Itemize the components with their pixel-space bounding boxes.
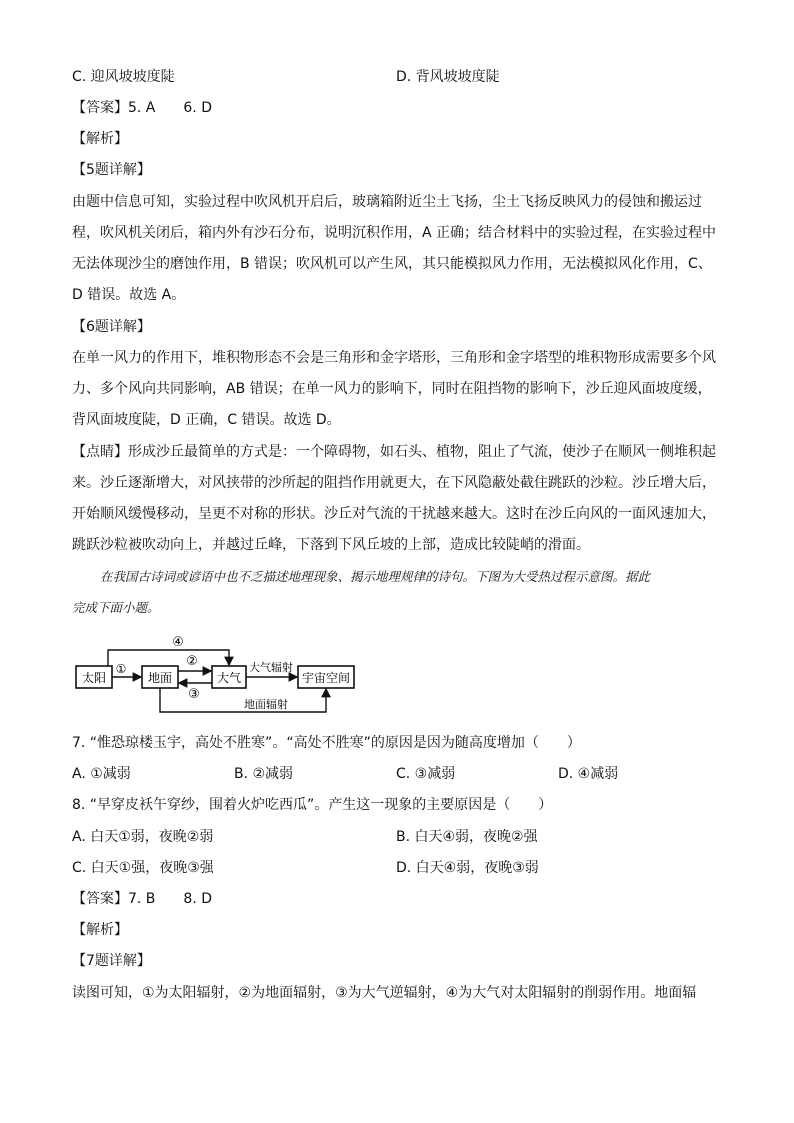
q5-text-line: D 错误。故选 A。 bbox=[72, 287, 186, 303]
analysis-label: 【解析】 bbox=[72, 131, 128, 147]
q7-text-line: 读图可知，①为太阳辐射，②为地面辐射，③为大气逆辐射，④为大气对太阳辐射的削弱作用。地面辐 bbox=[72, 985, 697, 1001]
arrow-ground-radiation bbox=[160, 688, 326, 712]
q8-option-b: B. 白天④弱，夜晚②强 bbox=[396, 829, 538, 845]
q8-option-d: D. 白天④弱，夜晚③弱 bbox=[396, 860, 539, 876]
label-4: ④ bbox=[172, 635, 184, 650]
q7-option-a: A. ①减弱 bbox=[72, 766, 131, 782]
atmosphere-radiation-label: 大气辐射 bbox=[249, 661, 293, 674]
q6-text-line: 力、多个风向共同影响，AB 错误；在单一风力的影响下，同时在阻挡物的影响下，沙丘迎风面坡度缓， bbox=[72, 381, 712, 397]
q8-option-a: A. 白天①弱，夜晚②弱 bbox=[72, 829, 214, 845]
q7-heading: 【7题详解】 bbox=[72, 953, 151, 969]
ground-label: 地面 bbox=[147, 671, 173, 685]
answer-label-2: 【答案】7. B 8. D bbox=[72, 891, 212, 907]
tip-text-line: 来。沙丘逐渐增大，对风挟带的沙所起的阻挡作用就更大，在下风隐蔽处截住跳跃的沙粒。沙丘增大后， bbox=[72, 475, 716, 491]
tip-text-line: 开始顺风缓慢移动，呈更不对称的形状。沙丘对气流的干扰越来越大。这时在沙丘向风的一面风速加大， bbox=[72, 506, 716, 522]
q7-stem: 7. “惟恐琼楼玉宇，高处不胜寒”。“高处不胜寒”的原因是因为随高度增加（ ） bbox=[72, 735, 581, 751]
ground-radiation-label: 地面辐射 bbox=[244, 698, 288, 711]
q7-option-c: C. ③减弱 bbox=[396, 766, 456, 782]
option-d: D. 背风坡坡度陡 bbox=[396, 69, 500, 85]
q6-text-line: 在单一风力的作用下，堆积物形态不会是三角形和金字塔形，三角形和金字塔型的堆积物形成需要多个风 bbox=[72, 350, 716, 366]
label-3: ③ bbox=[188, 687, 200, 702]
intro-text-line: 完成下面小题。 bbox=[72, 600, 160, 615]
answer-label: 【答案】5. A 6. D bbox=[72, 100, 212, 116]
space-label: 宇宙空间 bbox=[301, 671, 351, 685]
q8-option-c: C. 白天①强，夜晚③强 bbox=[72, 860, 214, 876]
intro-text-line: 在我国古诗词或谚语中也不乏描述地理现象、揭示地理规律的诗句。下图为大受热过程示意图。据此 bbox=[100, 569, 651, 584]
q7-option-b: B. ②减弱 bbox=[234, 766, 294, 782]
heating-process-diagram bbox=[70, 628, 370, 720]
atmosphere-label: 大气 bbox=[216, 671, 242, 685]
q7-option-d: D. ④减弱 bbox=[558, 766, 619, 782]
analysis-label-2: 【解析】 bbox=[72, 922, 128, 938]
label-2: ② bbox=[186, 654, 198, 669]
option-c: C. 迎风坡坡度陡 bbox=[72, 69, 175, 85]
q5-text-line: 无法体现沙尘的磨蚀作用，B 错误；吹风机可以产生风，其只能模拟风力作用，无法模拟风化作用，C、 bbox=[72, 256, 712, 272]
q5-text-line: 程，吹风机关闭后，箱内外有沙石分布，说明沉积作用，A 正确；结合材料中的实验过程，在实验过程中 bbox=[72, 225, 717, 241]
q6-text-line: 背风面坡度陡，D 正确，C 错误。故选 D。 bbox=[72, 412, 341, 428]
q5-heading: 【5题详解】 bbox=[72, 162, 151, 178]
tip-text-line: 【点睛】形成沙丘最简单的方式是：一个障碍物，如石头、植物，阻止了气流，使沙子在顺风一侧堆积起 bbox=[72, 444, 716, 460]
label-1: ① bbox=[115, 662, 127, 676]
q5-text-line: 由题中信息可知，实验过程中吹风机开启后，玻璃箱附近尘土飞扬，尘土飞扬反映风力的侵蚀和搬运过 bbox=[72, 194, 702, 210]
q6-heading: 【6题详解】 bbox=[72, 319, 151, 335]
tip-text-line: 跳跃沙粒被吹动向上，并越过丘峰，下落到下风丘坡的上部，造成比较陡峭的滑面。 bbox=[72, 537, 590, 553]
q8-stem: 8. “早穿皮袄午穿纱，围着火炉吃西瓜”。产生这一现象的主要原因是（ ） bbox=[72, 797, 553, 813]
sun-label: 太阳 bbox=[81, 671, 107, 685]
